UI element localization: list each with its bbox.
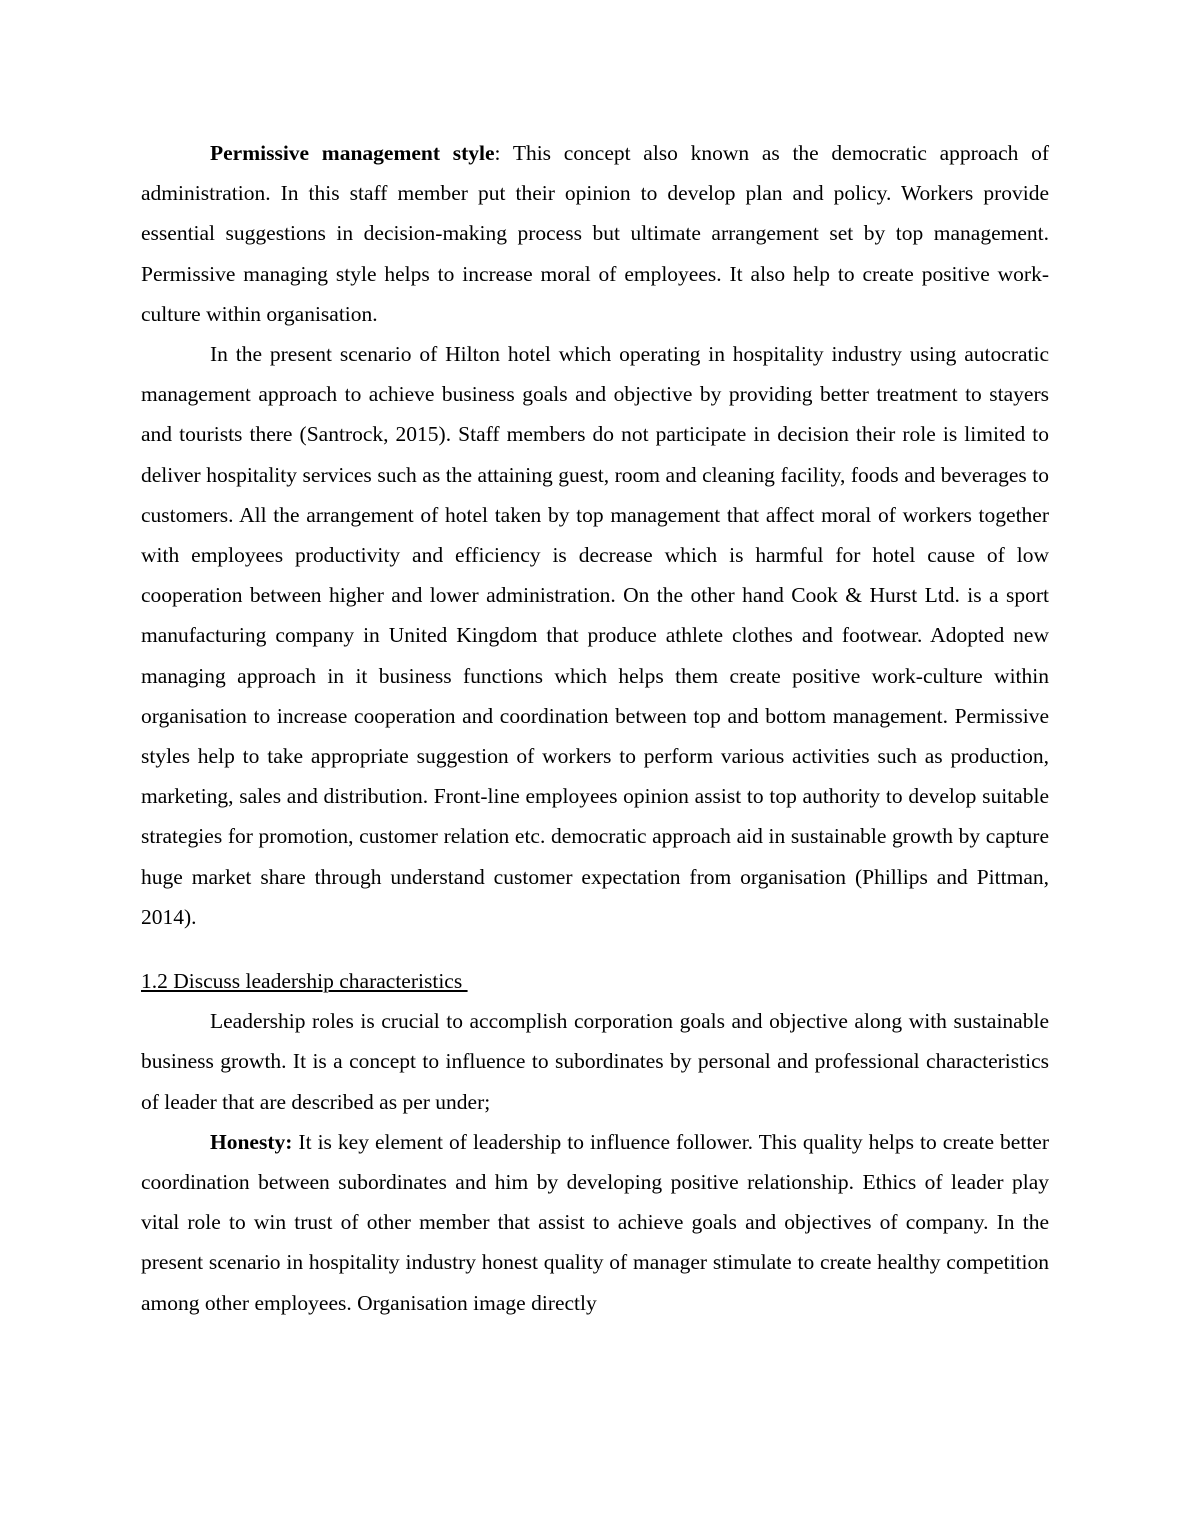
paragraph-text: It is key element of leadership to influence follower. This quality helps to create better coordination between subordinates and him by developing positive relationship. Ethics of leader play vital role to win trust of other member that assist to achieve goals and objectives of company. In the present scenario in hospitality industry honest quality of manager stimulate to create healthy competition among other employees. Organisation image directly: [141, 1129, 1049, 1315]
paragraph-permissive-management: [141, 133, 1049, 334]
paragraph-honesty: [141, 1122, 1049, 1323]
term-honesty: Honesty:: [210, 1129, 293, 1154]
paragraph-text: : This concept also known as the democratic approach of administration. In this staff member put their opinion to develop plan and policy. Workers provide essential suggestions in decision-making process but ultimate arrangement set by top management. Permissive managing style helps to increase moral of employees. It also help to create positive work-culture within organisation.: [141, 141, 1050, 326]
paragraph-hilton-scenario: [141, 334, 1049, 937]
section-heading: 1.2 Discuss leadership characteristics: [141, 969, 468, 994]
paragraph-text: In the present scenario of Hilton hotel which operating in hospitality industry using autocratic management approach to achieve business goals and objective by providing better treatment to stayers and tourists there (Santrock, 2015). Staff members do not participate in decision their role is limited to deliver hospitality services such as the attaining guest, room and cleaning facility, foods and beverages to customers. All the arrangement of hotel taken by top management that affect moral of workers together with employees productivity and efficiency is decrease which is harmful for hotel cause of low cooperation between higher and lower administration. On the other hand Cook & Hurst Ltd. is a sport manufacturing company in United Kingdom that produce athlete clothes and footwear. Adopted new managing approach in it business functions which helps them create positive work-culture within organisation to increase cooperation and coordination between top and bottom management. Permissive styles help to take appropriate suggestion of workers to perform various activities such as production, marketing, sales and distribution. Front-line employees opinion assist to top authority to develop suitable strategies for promotion, customer relation etc. democratic approach aid in sustainable growth by capture huge market share through understand customer expectation from organisation (Phillips and Pittman, 2014).: [141, 342, 1049, 929]
term-permissive-management-style: Permissive management style: [210, 141, 495, 165]
document-page: [141, 133, 1049, 1323]
paragraph-text: Leadership roles is crucial to accomplish corporation goals and objective along with sustainable business growth. It is a concept to influence to subordinates by personal and professional characteristics of leader that are described as per under;: [141, 1009, 1049, 1114]
paragraph-leadership-roles: [141, 1001, 1049, 1122]
